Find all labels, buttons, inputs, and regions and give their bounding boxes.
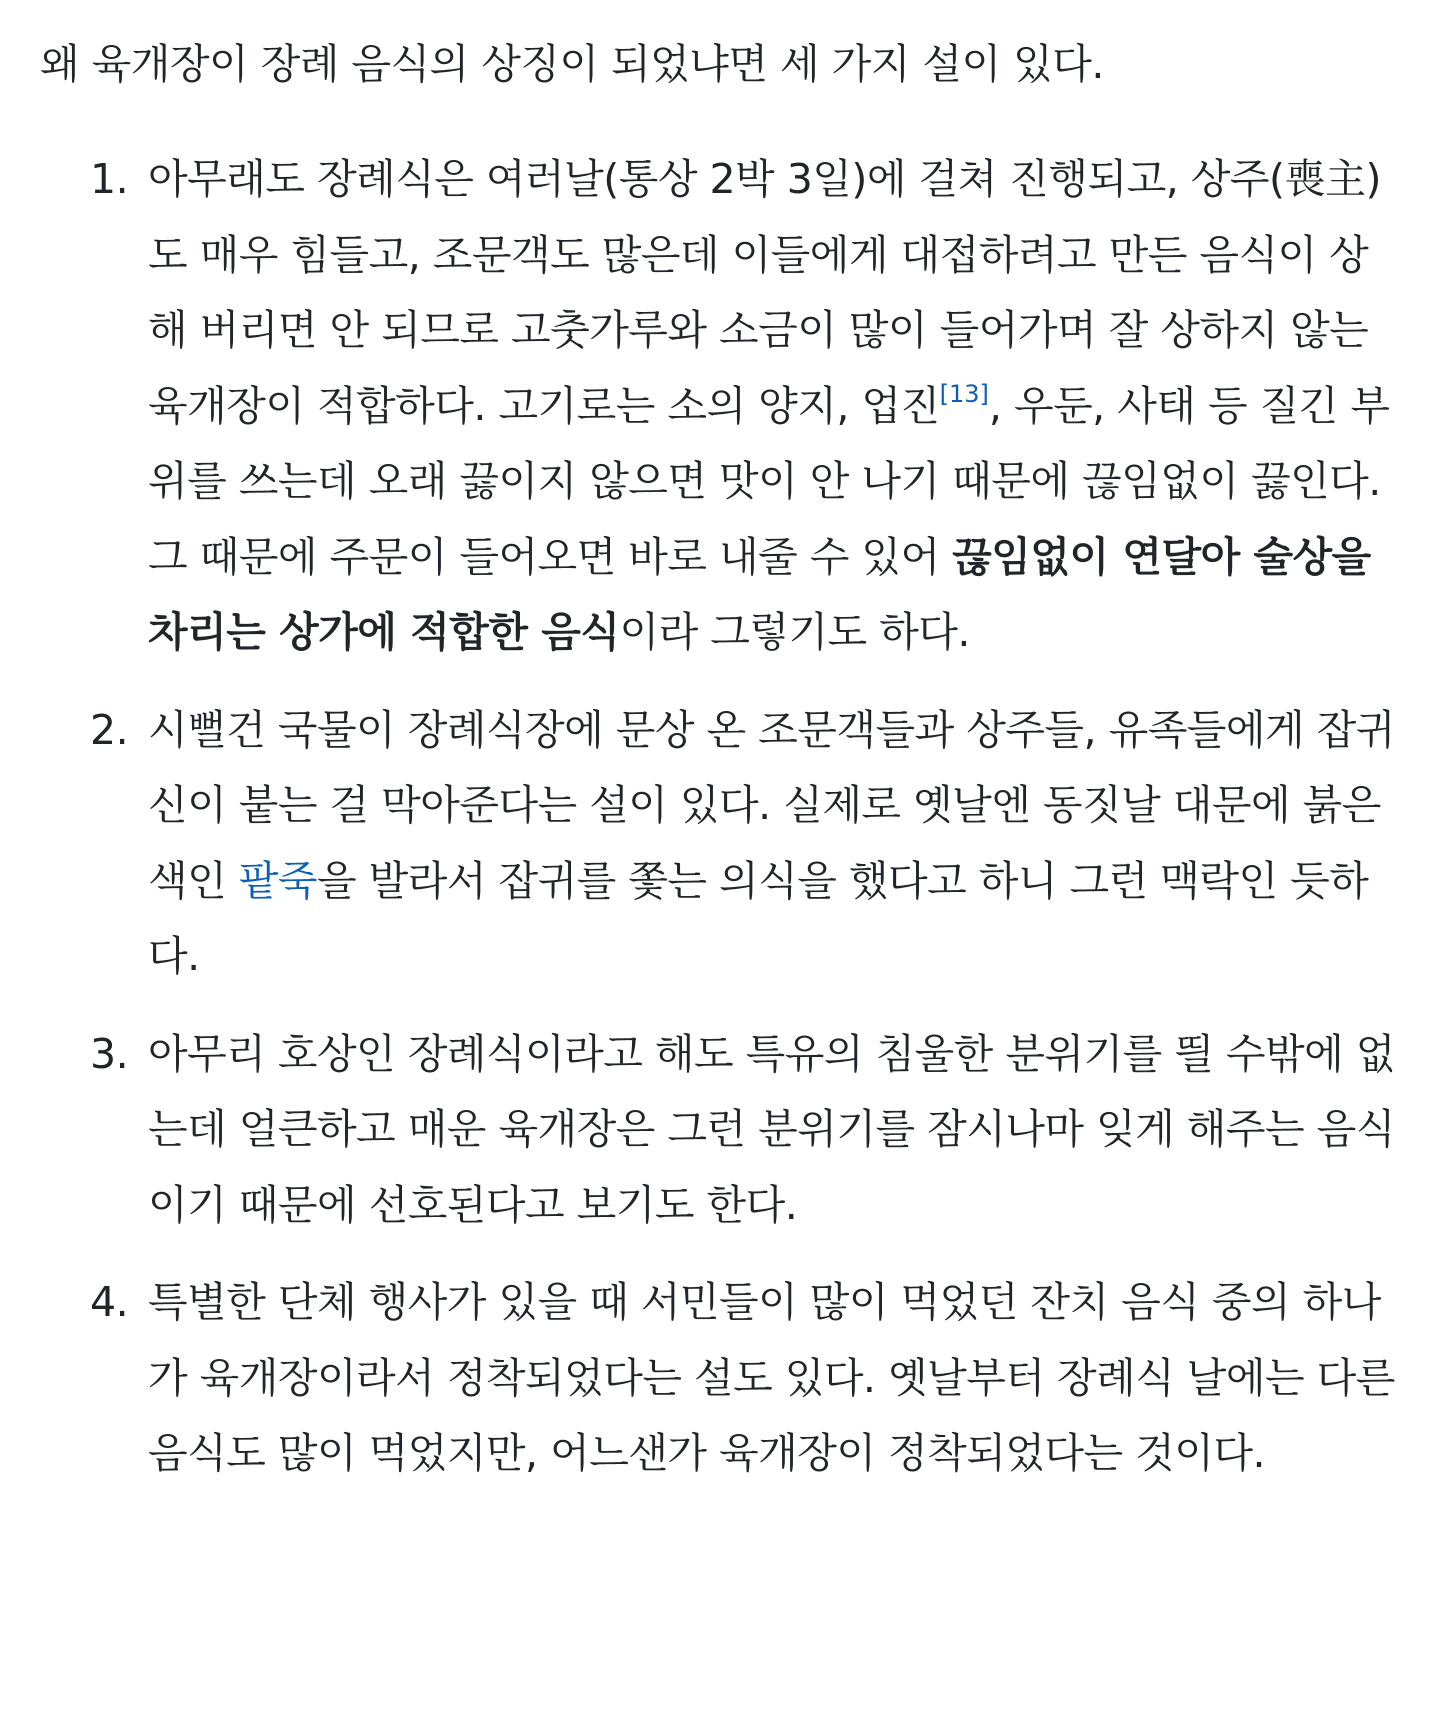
item-text: 이라 그렇기도 하다. <box>619 608 970 656</box>
list-number: 3. <box>90 1029 129 1078</box>
intro-paragraph: 왜 육개장이 장례 음식의 상징이 되었냐면 세 가지 설이 있다. <box>40 40 1104 88</box>
item-text: , 우둔, 사태 등 질긴 부위를 쓰는데 오래 끓이지 않으면 맛이 안 나기 때문에 끊임없이 끓인다. 그 때문에 주문이 들어오면 바로 내줄 수 있어 <box>148 381 1390 581</box>
item-text: 을 발라서 잡귀를 쫓는 의식을 했다고 하니 그런 맥락인 듯하다. <box>148 856 1369 980</box>
list-item-2 <box>90 693 1400 995</box>
item-text: 아무래도 장례식은 여러날(통상 2박 3일)에 걸쳐 진행되고, 상주(喪主)도 매우 힘들고, 조문객도 많은데 이들에게 대접하려고 만든 음식이 상해 버리면 안 되므로 고춧가루와 소금이 많이 들어가며 잘 상하지 않는 육개장이 적합하다. 고기로는 소의 양지, 업진 <box>148 155 1381 430</box>
item-text: 아무리 호상인 장례식이라고 해도 특유의 침울한 분위기를 띌 수밖에 없는데 얼큰하고 매운 육개장은 그런 분위기를 잠시나마 잊게 해주는 음식이기 때문에 선호된다고 보기도 한다. <box>148 1029 1395 1229</box>
list-number: 1. <box>90 155 129 203</box>
list-item-3 <box>90 1017 1400 1244</box>
list-number: 4. <box>90 1278 129 1326</box>
footnote-link[interactable]: [13] <box>939 379 989 408</box>
list-item-1 <box>90 142 1400 671</box>
list-item-4 <box>90 1265 1400 1492</box>
reasons-list <box>40 142 1400 1492</box>
patjuk-link[interactable]: 팥죽 <box>238 856 317 905</box>
item-text: 특별한 단체 행사가 있을 때 서민들이 많이 먹었던 잔치 음식 중의 하나가 육개장이라서 정착되었다는 설도 있다. 옛날부터 장례식 날에는 다른 음식도 많이 먹었지만, 어느샌가 육개장이 정착되었다는 것이다. <box>148 1278 1395 1477</box>
list-number: 2. <box>90 705 129 754</box>
item-text: 시뻘건 국물이 장례식장에 문상 온 조문객들과 상주들, 유족들에게 잡귀신이 붙는 걸 막아준다는 설이 있다. 실제로 옛날엔 동짓날 대문에 붉은색인 <box>148 705 1395 905</box>
bold-emphasis: 끊임없이 연달아 술상을 차리는 상가에 적합한 음식 <box>148 532 1371 656</box>
